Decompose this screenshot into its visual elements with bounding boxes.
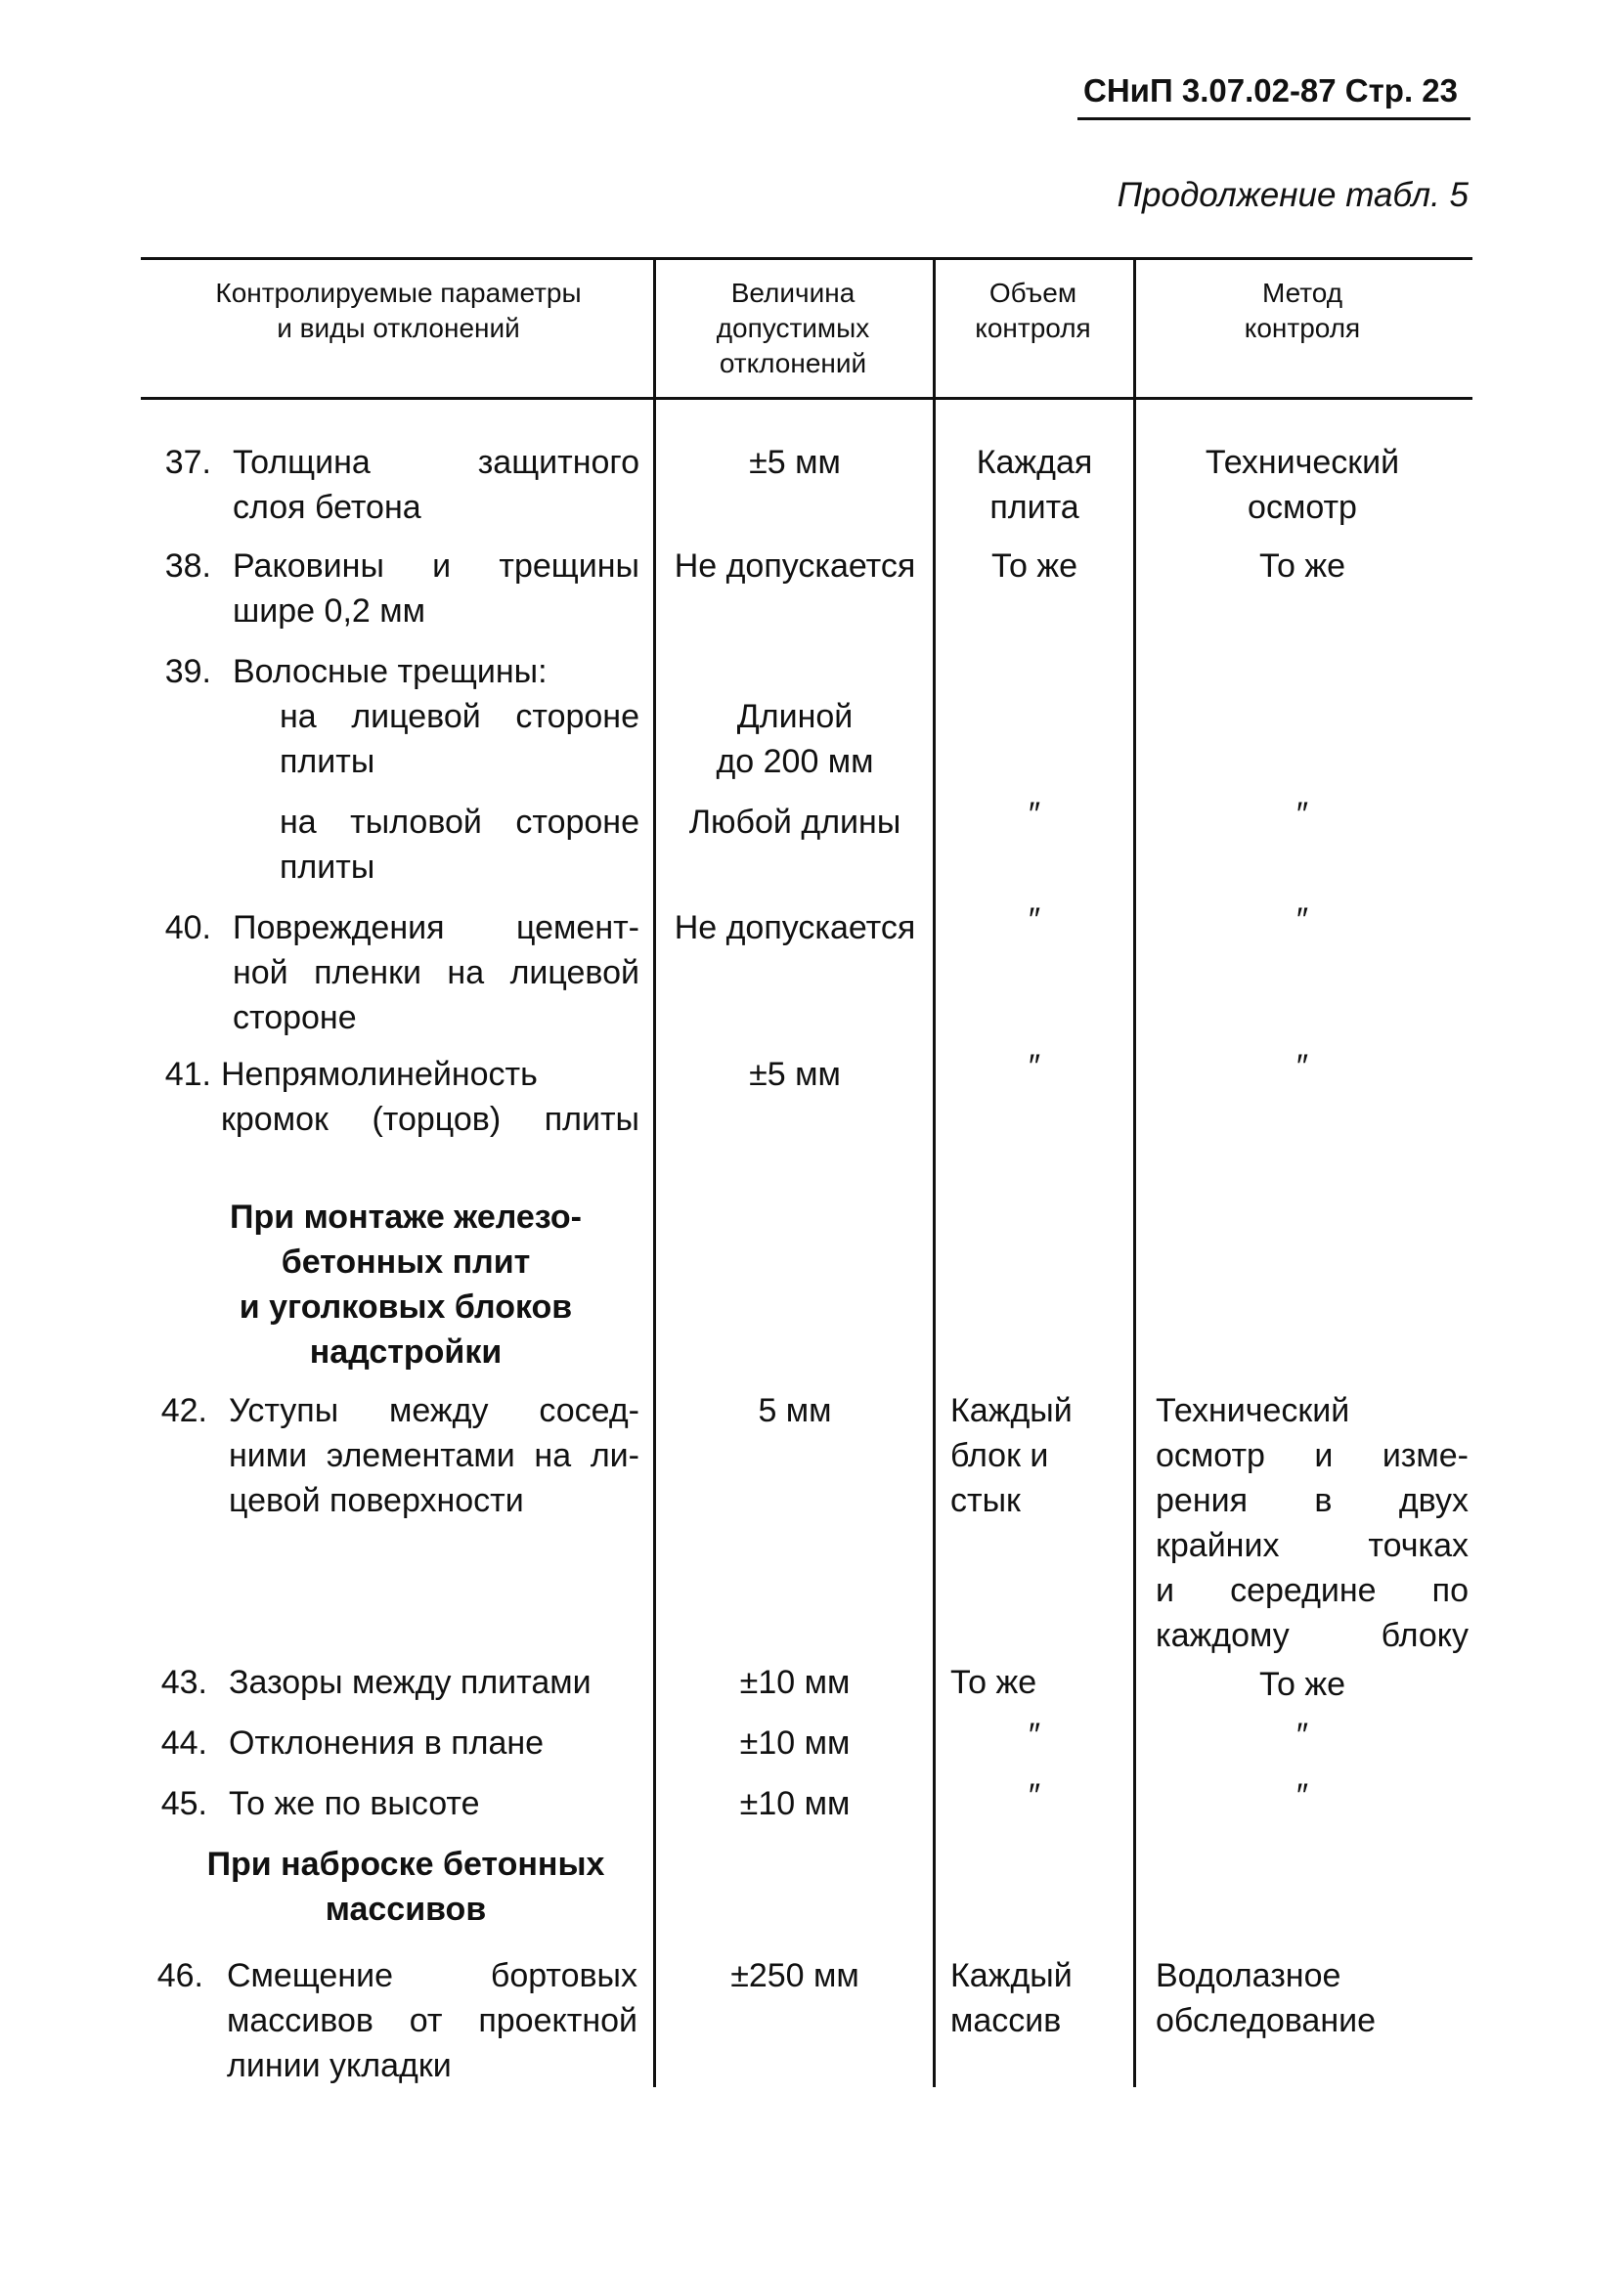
tolerance-value: ±5 мм <box>749 1056 841 1093</box>
control-scope: То же <box>990 547 1078 585</box>
control-method: То же <box>1258 547 1346 585</box>
table-continuation-caption: Продолжение табл. 5 <box>1117 176 1469 214</box>
column-header-scope: Объем контроля <box>975 278 1091 343</box>
control-scope: Каждая плита <box>976 444 1093 526</box>
row-number: 41. <box>164 1056 211 1093</box>
control-method: Водолазное обследование <box>1156 1957 1377 2039</box>
tolerance-value: Любой длины <box>688 804 901 841</box>
parameter-text: Толщина защитного слоя бетона <box>233 444 639 526</box>
parameter-text: То же по высоте <box>229 1785 480 1822</box>
section-heading-installation: При монтаже железо- бетонных плит и уголковых блоков надстройки <box>230 1199 582 1371</box>
column-divider-2 <box>933 257 936 2087</box>
ditto-mark: ″ <box>1295 1717 1309 1754</box>
control-scope: То же <box>950 1664 1037 1701</box>
tolerance-value: Не допускается <box>674 909 916 946</box>
parameter-text: на тыловой стороне плиты <box>280 804 639 886</box>
row-number: 37. <box>164 444 211 481</box>
tolerance-value: 5 мм <box>758 1392 832 1429</box>
tolerance-value: ±5 мм <box>749 444 841 481</box>
parameter-text: Смещение бортовых массивов от проектной линии укладки <box>227 1957 637 2084</box>
ditto-mark: ″ <box>1295 796 1309 833</box>
tolerance-value: ±250 мм <box>730 1957 859 1994</box>
ditto-mark: ″ <box>1028 1717 1041 1754</box>
parameter-text: на лицевой стороне плиты <box>280 698 639 780</box>
parameter-text: Зазоры между плитами <box>229 1664 592 1701</box>
ditto-mark: ″ <box>1028 1777 1041 1814</box>
table-header-rule <box>141 397 1472 400</box>
control-method: Технический осмотр <box>1205 444 1400 526</box>
parameter-text: Непрямолинейность кромок (торцов) плиты <box>221 1056 639 1138</box>
header-underline <box>1077 117 1470 120</box>
column-header-parameters: Контролируемые параметры и виды отклонений <box>215 278 582 343</box>
parameter-text: Уступы между сосед- ними элементами на ли- цевой поверхности <box>229 1392 639 1519</box>
row-number: 39. <box>164 653 211 690</box>
table-top-rule <box>141 257 1472 260</box>
tolerance-value: ±10 мм <box>739 1664 851 1701</box>
parameter-text: Отклонения в плане <box>229 1724 545 1762</box>
ditto-mark: ″ <box>1028 901 1041 938</box>
document-reference: СНиП 3.07.02-87 Стр. 23 <box>1083 72 1458 109</box>
ditto-mark: ″ <box>1028 796 1041 833</box>
row-number: 42. <box>160 1392 207 1429</box>
ditto-mark: ″ <box>1028 1048 1041 1085</box>
ditto-mark: ″ <box>1295 1777 1309 1814</box>
ditto-mark: ″ <box>1295 1048 1309 1085</box>
column-header-method: Метод контроля <box>1244 278 1361 343</box>
row-number: 44. <box>160 1724 207 1762</box>
parameter-text: Волосные трещины: <box>233 653 548 690</box>
parameter-text: Раковины и трещины шире 0,2 мм <box>233 547 639 630</box>
row-number: 45. <box>160 1785 207 1822</box>
control-method: То же <box>1258 1666 1346 1703</box>
column-header-tolerance: Величина допустимых отклонений <box>716 278 870 378</box>
tolerance-value: ±10 мм <box>739 1724 851 1762</box>
row-number: 46. <box>156 1957 203 1994</box>
control-scope: Каждый блок и стык <box>950 1392 1073 1519</box>
ditto-mark: ″ <box>1295 901 1309 938</box>
tolerance-value: Не допускается <box>674 547 916 585</box>
tolerance-value: ±10 мм <box>739 1785 851 1822</box>
tolerance-value: Длиной до 200 мм <box>716 698 874 780</box>
row-number: 40. <box>164 909 211 946</box>
parameter-text: Повреждения цемент- ной пленки на лицевой стороне <box>233 909 639 1036</box>
section-heading-dumping: При наброске бетонных массивов <box>206 1846 605 1928</box>
row-number: 38. <box>164 547 211 585</box>
control-method: Технический осмотр и изме- рения в двух крайних точках и середине по каждому блоку <box>1156 1392 1469 1654</box>
column-divider-1 <box>653 257 656 2087</box>
control-scope: Каждый массив <box>950 1957 1073 2039</box>
row-number: 43. <box>160 1664 207 1701</box>
